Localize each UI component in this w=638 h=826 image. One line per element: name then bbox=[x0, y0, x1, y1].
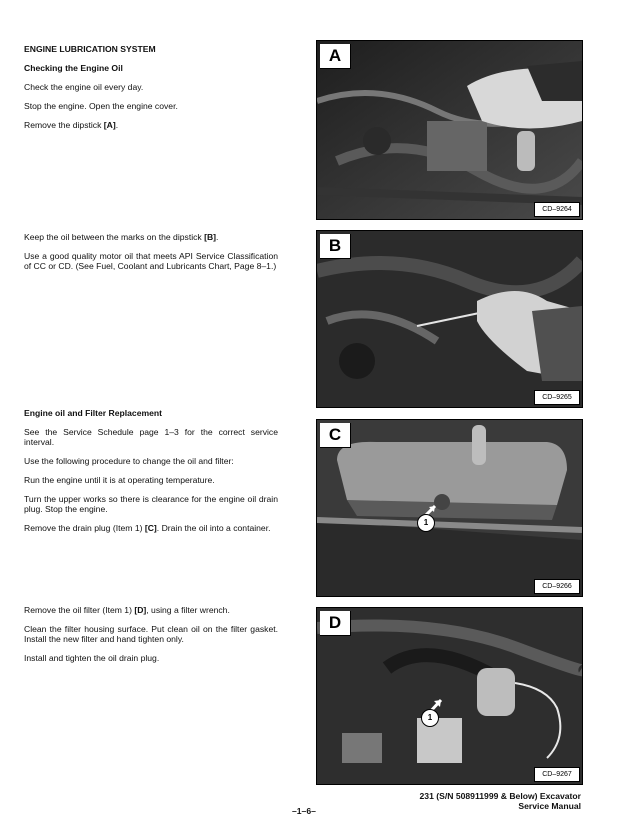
figure-ref-d: [D] bbox=[134, 605, 147, 615]
section-filter-removal bbox=[24, 605, 278, 672]
paragraph: Remove the oil filter (Item 1) [D], using a filter wrench. bbox=[24, 605, 230, 615]
paragraph: Turn the upper works so there is clearance for the engine oil drain plug. Stop the engine. bbox=[24, 494, 278, 515]
paragraph: See the Service Schedule page 1–3 for the correct service interval. bbox=[24, 426, 278, 448]
paragraph: Install and tighten the oil drain plug. bbox=[24, 653, 160, 664]
paragraph: Clean the filter housing surface. Put clean oil on the filter gasket. Install the new filter and hand tighten only. bbox=[24, 623, 278, 645]
figure-d-photo bbox=[316, 607, 583, 785]
paragraph: Keep the oil between the marks on the dipstick [B]. bbox=[24, 232, 219, 242]
figure-code: CD–9264 bbox=[534, 202, 580, 217]
page-number: –1–6– bbox=[292, 806, 316, 816]
subheading-oil-filter: Engine oil and Filter Replacement bbox=[24, 408, 163, 418]
figure-ref-c: [C] bbox=[144, 523, 157, 534]
figure-letter: D bbox=[320, 611, 351, 636]
oil-pan-drain-plug-photo bbox=[317, 420, 582, 596]
paragraph: Remove the dipstick [A]. bbox=[24, 119, 119, 130]
section-oil-level bbox=[24, 232, 278, 280]
figure-letter: C bbox=[320, 423, 351, 448]
paragraph: Check the engine oil every day. bbox=[24, 81, 144, 92]
paragraph: Remove the drain plug (Item 1) [C]. Drain the oil into a container. bbox=[24, 523, 271, 534]
figure-code: CD–9266 bbox=[534, 579, 580, 594]
section-heading: ENGINE LUBRICATION SYSTEM bbox=[24, 44, 156, 54]
dipstick-marks-photo bbox=[317, 231, 582, 407]
figure-code: CD–9265 bbox=[534, 390, 580, 405]
item-callout: 1 bbox=[421, 709, 439, 727]
subheading-checking-oil: Checking the Engine Oil bbox=[24, 62, 123, 73]
manual-title: 231 (S/N 508911999 & Below) Excavator Service Manual bbox=[419, 791, 581, 812]
figure-code: CD–9267 bbox=[534, 767, 580, 782]
figure-b-photo bbox=[316, 230, 583, 408]
engine-dipstick-photo bbox=[317, 41, 582, 219]
figure-letter: A bbox=[320, 44, 351, 69]
section-oil-filter-replacement bbox=[24, 408, 278, 542]
item-callout: 1 bbox=[417, 514, 435, 532]
paragraph: Run the engine until it is at operating temperature. bbox=[24, 475, 215, 486]
paragraph: Use the following procedure to change the oil and filter: bbox=[24, 456, 234, 467]
section-checking-oil bbox=[24, 44, 278, 139]
paragraph: Use a good quality motor oil that meets API Service Classification of CC or CD. (See Fuel, Coolant and Lubricants Chart, Page 8–1.) bbox=[24, 250, 278, 272]
figure-ref-b: [B] bbox=[204, 232, 217, 242]
paragraph: Stop the engine. Open the engine cover. bbox=[24, 100, 178, 111]
figure-a-photo bbox=[316, 40, 583, 220]
oil-filter-photo bbox=[317, 608, 582, 784]
figure-c-photo bbox=[316, 419, 583, 597]
figure-ref-a: [A] bbox=[103, 119, 116, 130]
figure-letter: B bbox=[320, 234, 351, 259]
